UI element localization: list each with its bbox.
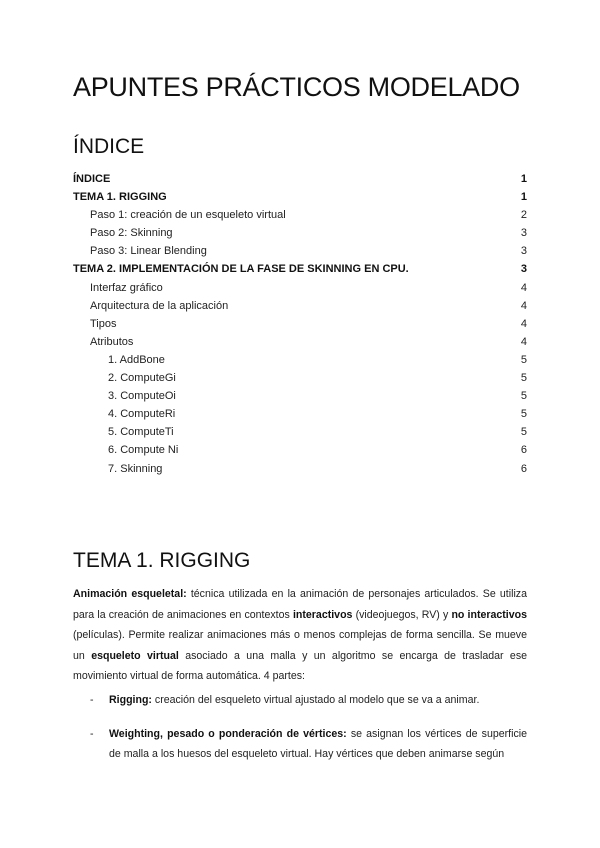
toc-entry[interactable]	[73, 279, 527, 297]
toc-entry-page: 5	[520, 426, 527, 439]
document-title: APUNTES PRÁCTICOS MODELADO	[73, 72, 520, 102]
toc-entry-label: 3. ComputeOi	[108, 390, 176, 403]
intro-paragraph	[73, 584, 527, 687]
toc-entry-label: 5. ComputeTi	[108, 426, 174, 439]
toc-entry-page: 5	[520, 353, 527, 366]
toc-entry-page: 5	[520, 390, 527, 403]
paragraph-text-4: asociado a una malla y un algoritmo se encarga de trasladar ese movimiento virtual de forma automática. 4 partes:	[73, 649, 528, 682]
toc-entry-page: 4	[520, 281, 527, 294]
toc-entry-page: 1	[520, 173, 527, 185]
bullet-text: se asignan los vértices de superficie de malla a los huesos del esqueleto virtual. Hay vértices que deben animarse según	[109, 727, 527, 760]
paragraph-text-3: (películas). Permite realizar animaciones más o menos complejas de forma sencilla. Se mueve un	[73, 629, 527, 662]
toc-entry[interactable]	[73, 170, 527, 188]
toc-entry-page: 3	[520, 245, 527, 258]
list-item	[90, 724, 527, 765]
toc-entry[interactable]	[73, 423, 527, 441]
toc-entry-page: 5	[520, 408, 527, 421]
toc-entry[interactable]	[73, 333, 527, 351]
paragraph-text-1: técnica utilizada en la animación de personajes articulados. Se utiliza para la creación de animaciones en contextos	[73, 588, 527, 621]
toc-entry-label: 7. Skinning	[108, 462, 163, 475]
paragraph-bold-2: no interactivos	[451, 608, 528, 621]
paragraph-bold-3: esqueleto virtual	[91, 649, 179, 662]
table-of-contents	[73, 170, 527, 478]
toc-entry-page: 6	[520, 462, 527, 475]
toc-entry-page: 3	[520, 263, 527, 276]
toc-entry-label: Paso 3: Linear Blending	[90, 245, 207, 258]
index-heading: ÍNDICE	[73, 135, 145, 158]
toc-entry[interactable]	[73, 224, 527, 242]
toc-entry-label: Interfaz gráfico	[90, 281, 163, 294]
paragraph-term: Animación esqueletal:	[73, 588, 187, 600]
toc-entry[interactable]	[73, 387, 527, 405]
toc-entry-label: ÍNDICE	[73, 173, 111, 185]
toc-entry-page: 6	[520, 444, 527, 457]
toc-entry-page: 3	[520, 227, 527, 240]
section-heading: TEMA 1. RIGGING	[73, 549, 251, 572]
toc-entry-label: 6. Compute Ni	[108, 444, 179, 457]
bullet-term: Rigging:	[109, 694, 152, 706]
toc-entry-page: 2	[520, 209, 527, 222]
toc-entry[interactable]	[73, 460, 527, 478]
bullet-text: creación del esqueleto virtual ajustado al modelo que se va a animar.	[151, 694, 480, 706]
toc-entry[interactable]	[73, 315, 527, 333]
toc-entry[interactable]	[73, 260, 527, 278]
toc-entry[interactable]	[73, 242, 527, 260]
toc-entry[interactable]	[73, 405, 527, 423]
toc-entry[interactable]	[73, 206, 527, 224]
toc-entry[interactable]	[73, 369, 527, 387]
bullet-dash: -	[90, 727, 94, 740]
bullet-list	[90, 690, 527, 778]
toc-entry-page: 5	[520, 372, 527, 385]
toc-entry-label: 4. ComputeRi	[108, 408, 176, 421]
toc-entry-label: Atributos	[90, 335, 134, 348]
toc-entry[interactable]	[73, 351, 527, 369]
toc-entry-label: 2. ComputeGi	[108, 372, 176, 385]
toc-entry-page: 4	[520, 335, 527, 348]
toc-entry-label: Paso 2: Skinning	[90, 227, 173, 240]
toc-entry-label: TEMA 2. IMPLEMENTACIÓN DE LA FASE DE SKINNING EN CPU.	[73, 263, 409, 276]
toc-entry[interactable]	[73, 188, 527, 206]
paragraph-text-2: (videojuegos, RV) y	[352, 608, 452, 621]
paragraph-bold-1: interactivos	[292, 608, 353, 621]
toc-entry-label: Paso 1: creación de un esqueleto virtual	[90, 209, 286, 222]
toc-entry-page: 4	[520, 317, 527, 330]
toc-entry[interactable]	[73, 297, 527, 315]
toc-entry[interactable]	[73, 441, 527, 459]
toc-entry-label: 1. AddBone	[108, 353, 165, 366]
toc-entry-label: Tipos	[90, 317, 117, 330]
toc-entry-page: 1	[520, 191, 527, 204]
list-item	[90, 690, 527, 711]
toc-entry-page: 4	[520, 299, 527, 312]
bullet-dash: -	[90, 694, 94, 706]
toc-entry-label: TEMA 1. RIGGING	[73, 191, 167, 204]
toc-entry-label: Arquitectura de la aplicación	[90, 299, 229, 312]
bullet-term: Weighting, pesado o ponderación de vértices:	[109, 727, 347, 740]
